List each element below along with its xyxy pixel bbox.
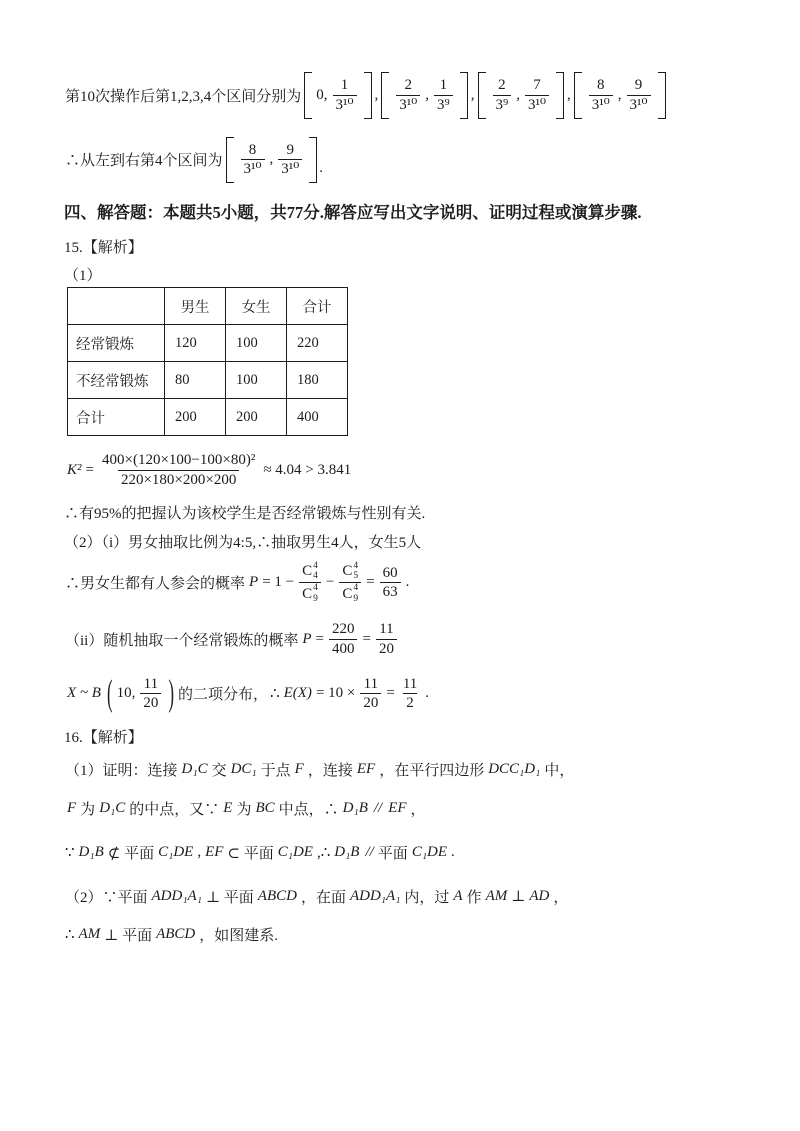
combination-subscript: 4 [313, 571, 318, 582]
binomial-n-value: 10, [116, 685, 136, 702]
text-segment: ⊥ 平面 [104, 928, 153, 945]
fraction-denominator: 2 [403, 693, 417, 713]
text-segment: ， [553, 890, 569, 907]
text-segment: 为 [80, 802, 96, 819]
text-segment: 内，过 [404, 890, 450, 907]
p-symbol: P [302, 630, 312, 647]
text-segment: （1）证明：连接 [65, 763, 178, 780]
combination-superscript: 4 [313, 560, 318, 571]
conclusion-95-line: ∴有95%的把握认为该校学生是否经常锻炼与性别有关. [64, 505, 426, 522]
math-var: C₁DE [158, 844, 194, 861]
binomial-text: 的二项分布， [178, 687, 269, 704]
fraction [140, 675, 161, 714]
equals-ten-times: = 10 × [315, 685, 356, 702]
p-symbol: P [249, 574, 259, 591]
fraction-numerator: 7 [533, 77, 541, 93]
math-var: AM [485, 888, 508, 905]
fraction-denominator: 3¹⁰ [627, 95, 651, 115]
comma: , [567, 86, 571, 103]
fourth-interval-prefix: ∴从左到右第4个区间为 [65, 153, 223, 170]
expectation-symbol: E(X) [283, 685, 312, 702]
math-var: D₁B [334, 844, 360, 861]
fraction [329, 620, 358, 659]
comparison-result: ≈ 4.04 > 3.841 [263, 461, 352, 478]
fraction-denominator: 3¹⁰ [396, 95, 420, 115]
table-row [68, 399, 348, 436]
left-bracket [381, 72, 389, 119]
combination-c-5-4: C 4 5 [342, 560, 359, 582]
combination-superscript: 4 [353, 560, 359, 571]
math-var: F [294, 761, 304, 778]
fraction-denominator: 63 [380, 582, 401, 602]
fraction-denominator: 3¹⁰ [278, 159, 302, 179]
parallel-sign: // [373, 800, 383, 817]
fraction-numerator: 60 [382, 564, 398, 581]
text-segment: 交 [211, 763, 227, 780]
comma: , [425, 86, 430, 103]
intervals-line [64, 72, 745, 119]
fraction-denominator: 3¹⁰ [525, 95, 549, 115]
text-segment: 的中点，又∵ [129, 802, 220, 819]
minus-sign: − [325, 574, 335, 591]
period: . [319, 160, 324, 176]
comma: , [374, 86, 379, 103]
fraction-denominator: 3¹⁰ [333, 95, 357, 115]
section-header: 四、解答题：本题共5小题，共77分.解答应写出文字说明、证明过程或演算步骤. [64, 203, 642, 222]
fraction-numerator [299, 561, 321, 583]
math-var: DCC₁D₁ [488, 761, 541, 778]
fraction-numerator: 2 [498, 77, 506, 93]
fraction-denominator: 20 [376, 639, 397, 659]
fraction-denominator: 3¹⁰ [589, 95, 613, 115]
problem-15-title: 15.【解析】 [64, 240, 143, 256]
therefore-sign: ∴ [270, 686, 280, 703]
equals-sign: = [366, 574, 375, 591]
fraction-numerator: 11 [402, 675, 418, 692]
text-segment: ，在面 [300, 890, 346, 907]
math-var: ADD₁A₁ [349, 888, 401, 905]
text-segment: ∴ [65, 927, 75, 944]
fraction [241, 141, 265, 180]
fraction-denominator [299, 582, 321, 605]
text-segment: ，在平行四边形 [379, 763, 485, 780]
math-var: D₁B [342, 800, 368, 817]
table-header-cell: 合计 [287, 288, 348, 325]
interval-1-left: 0, [316, 86, 328, 103]
table-cell: 200 [226, 399, 287, 436]
part-1-label: （1） [64, 268, 102, 284]
math-var: F [67, 800, 77, 817]
interval-1 [304, 72, 371, 119]
table-cell: 100 [226, 362, 287, 399]
fraction-numerator: 400×(120×100−100×80)² [101, 452, 256, 468]
math-var: C₁DE [411, 844, 448, 861]
fraction-numerator: 9 [286, 141, 295, 158]
text-segment: ⊂ 平面 [227, 846, 274, 863]
table-row [68, 325, 348, 362]
left-bracket [304, 72, 312, 119]
proof-line-3 [64, 842, 745, 863]
left-bracket [574, 72, 582, 119]
fraction-denominator: 20 [140, 693, 161, 713]
fraction [376, 620, 397, 659]
contingency-table [67, 287, 348, 436]
text-segment: 为 [236, 802, 252, 819]
proof-line-2 [64, 798, 745, 819]
big-right-paren: ) [168, 672, 175, 714]
probability-2-prefix: （ii）随机抽取一个经常锻炼的概率 [65, 632, 299, 649]
text-segment: 中点，∴ [278, 802, 339, 819]
equals-sign: = [362, 630, 371, 647]
fraction [380, 564, 401, 603]
text-segment: 平面 [377, 846, 408, 863]
table-cell: 100 [226, 325, 287, 362]
proof-line-4 [64, 886, 745, 907]
binomial-line [64, 672, 745, 714]
left-bracket [478, 72, 486, 119]
text-segment: （2）∵平面 [65, 890, 148, 907]
text-segment: . [451, 844, 455, 861]
text-segment: ，连接 [307, 763, 353, 780]
equals-sign: = [315, 630, 324, 647]
fraction [396, 76, 420, 115]
interval-4 [574, 72, 666, 119]
table-row [68, 362, 348, 399]
fraction [99, 451, 258, 490]
fraction [627, 76, 651, 115]
text-segment: ，如图建系. [199, 928, 279, 945]
interval-2 [381, 72, 468, 119]
text-segment: 中， [544, 763, 575, 780]
fraction-numerator: 2 [404, 77, 413, 93]
table-cell: 400 [287, 399, 348, 436]
math-var: EF [388, 800, 407, 817]
fourth-interval-line [64, 137, 745, 184]
combination-subscript: 9 [313, 594, 318, 605]
math-var: C₁DE [277, 844, 313, 861]
fraction [493, 76, 512, 115]
math-var: D₁B [78, 844, 104, 861]
text-segment: ,∴ [316, 845, 331, 862]
part-2i-line: （2）（i）男女抽取比例为4:5,∴抽取男生4人，女生5人 [64, 534, 422, 551]
probability-prefix: ∴男女生都有人参会的概率 [65, 576, 246, 593]
fraction-denominator: 3⁹ [434, 95, 453, 115]
comma: , [617, 86, 622, 103]
combination-c-9-4: C 4 9 [302, 583, 318, 605]
right-bracket [309, 137, 317, 184]
fraction [400, 675, 420, 714]
comma: , [269, 151, 274, 168]
text-segment: 作 [466, 890, 482, 907]
math-var: ABCD [257, 888, 297, 905]
intervals-line-prefix: 第10次操作后第1,2,3,4个区间分别为 [65, 88, 302, 105]
math-var: AD [529, 888, 550, 905]
fraction-numerator: 8 [248, 141, 257, 158]
interval-3 [478, 72, 565, 119]
fraction [333, 76, 357, 115]
text-segment: , [197, 844, 202, 861]
table-row-label: 合计 [68, 399, 165, 436]
fraction-numerator: 11 [143, 675, 159, 692]
fraction [360, 675, 381, 714]
period: . [425, 685, 430, 702]
fraction-denominator [339, 582, 361, 605]
math-var: ADD₁A₁ [151, 888, 202, 905]
comma: , [470, 86, 475, 103]
table-cell: 200 [165, 399, 226, 436]
fraction-numerator: 8 [597, 77, 605, 93]
fraction-denominator: 400 [329, 639, 358, 659]
math-var: AM [78, 926, 101, 943]
combination-subscript: 9 [353, 594, 359, 605]
combination-c-4-4: C 4 4 [302, 560, 318, 582]
text-segment: ， [410, 802, 426, 819]
text-segment: ⊥ 平面 [205, 890, 254, 907]
comma: , [516, 86, 521, 103]
text-segment: ∵ [65, 845, 75, 862]
problem-16-title: 16.【解析】 [64, 730, 143, 747]
math-var: BC [255, 800, 275, 817]
fraction [339, 561, 361, 606]
table-header-cell: 男生 [165, 288, 226, 325]
fraction-denominator: 3¹⁰ [241, 159, 265, 179]
k-squared-symbol: K² [67, 461, 82, 478]
fraction-numerator [339, 561, 361, 583]
math-var: A [453, 888, 463, 905]
fraction-denominator: 3⁹ [493, 95, 512, 115]
fraction-numerator: 1 [340, 77, 349, 93]
right-bracket [364, 72, 372, 119]
fraction [589, 76, 613, 115]
right-bracket [658, 72, 666, 119]
period: . [405, 574, 410, 591]
fraction [299, 561, 321, 606]
combination-subscript: 5 [353, 571, 359, 582]
table-header-cell: 女生 [226, 288, 287, 325]
combination-superscript: 4 [353, 583, 359, 594]
fraction-numerator: 220 [331, 621, 355, 638]
math-var: EF [356, 761, 376, 778]
fraction [434, 76, 453, 115]
table-cell: 220 [287, 325, 348, 362]
table-row-label: 不经常锻炼 [68, 362, 165, 399]
combination-superscript: 4 [313, 583, 318, 594]
fraction-denominator: 220×180×200×200 [118, 470, 239, 490]
x-binomial-symbol: X ~ B [67, 685, 101, 702]
math-var: D₁C [99, 800, 126, 817]
k-squared-formula [64, 451, 745, 490]
math-var: E [223, 800, 233, 817]
equals-one-minus: = 1 − [262, 574, 295, 591]
text-segment: 于点 [260, 763, 291, 780]
parallel-sign: // [365, 844, 374, 861]
table-cell: 180 [287, 362, 348, 399]
fraction-numerator: 11 [379, 621, 394, 638]
combination-c-9-4: C 4 9 [342, 583, 359, 605]
fraction-numerator: 1 [439, 77, 448, 93]
fraction [278, 141, 302, 180]
table-corner-cell [68, 288, 165, 325]
fraction-numerator: 9 [634, 77, 643, 93]
interval-answer [226, 137, 318, 184]
table-cell: 120 [165, 325, 226, 362]
math-var: EF [205, 844, 224, 861]
probability-exercise-line [64, 620, 745, 659]
right-bracket [556, 72, 564, 119]
table-header-row [68, 288, 348, 325]
fraction-denominator: 20 [360, 693, 381, 713]
table-row-label: 经常锻炼 [68, 325, 165, 362]
big-left-paren: ( [106, 672, 113, 714]
right-bracket [460, 72, 468, 119]
math-var: ABCD [156, 926, 196, 943]
text-segment: ⊄ 平面 [107, 846, 155, 863]
proof-line-5 [64, 924, 745, 945]
math-var: D₁C [181, 761, 208, 778]
proof-line-1 [64, 759, 745, 780]
math-var: DC₁ [230, 761, 257, 778]
table-cell: 80 [165, 362, 226, 399]
left-bracket [226, 137, 234, 184]
equals-sign: = [85, 461, 94, 478]
fraction-numerator: 11 [363, 675, 379, 692]
probability-combination-line [64, 561, 745, 606]
equals-sign: = [386, 685, 395, 702]
fraction [525, 76, 549, 115]
text-segment: ⊥ [511, 889, 526, 906]
